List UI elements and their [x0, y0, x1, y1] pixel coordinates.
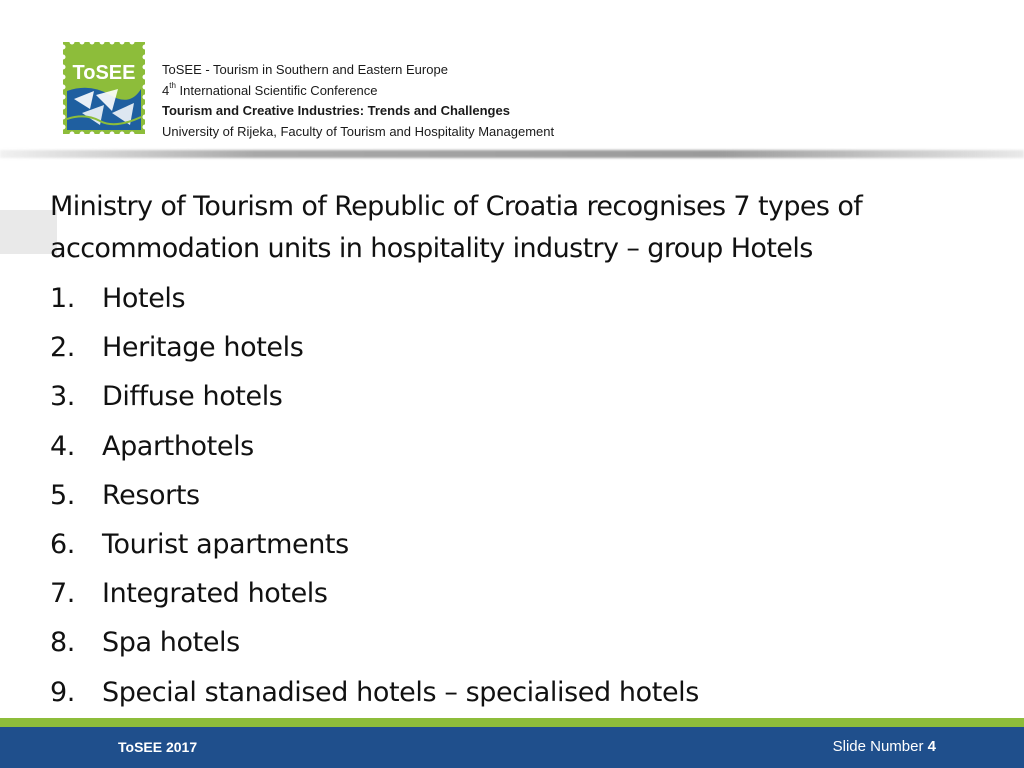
- list-item-number: 2.: [50, 332, 75, 364]
- conference-edition-suffix: th: [169, 81, 176, 91]
- list-item-number: 4.: [50, 430, 75, 462]
- conference-edition: [162, 81, 554, 102]
- footer-title: ToSEE 2017: [118, 739, 198, 755]
- list-item: [50, 520, 1000, 569]
- list-item-number: 1.: [50, 283, 75, 315]
- list-item-number: 7.: [50, 578, 75, 610]
- list-item-number: 3.: [50, 381, 75, 413]
- list-item-number: 9.: [50, 676, 75, 708]
- list-item: [50, 668, 1000, 717]
- tosee-logo: [60, 39, 148, 137]
- list-item-text: Tourist apartments: [102, 529, 349, 561]
- hotel-types-list: [50, 274, 1000, 717]
- list-item: [50, 372, 1000, 421]
- footer-accent-bar: [0, 718, 1024, 727]
- conference-edition-ordinal: 4: [162, 82, 170, 98]
- conference-edition-text: International Scientific Conference: [175, 82, 378, 98]
- footer-bar: [0, 727, 1024, 768]
- list-item-number: 5.: [50, 479, 75, 511]
- list-item-number: 8.: [50, 627, 75, 659]
- list-item-text: Aparthotels: [102, 430, 254, 462]
- tosee-logo-graphic: [60, 39, 148, 137]
- list-item-text: Spa hotels: [102, 627, 240, 659]
- list-item-text: Diffuse hotels: [102, 381, 283, 413]
- side-accent-block: [0, 210, 57, 254]
- list-item-text: Hotels: [102, 283, 186, 315]
- slide-number-value: 4: [927, 738, 936, 755]
- slide-number: [833, 738, 936, 755]
- list-item: [50, 471, 1000, 520]
- header-divider: [0, 150, 1024, 158]
- list-item: [50, 274, 1000, 323]
- slide-body: [50, 186, 1000, 717]
- list-item-number: 6.: [50, 529, 75, 561]
- conference-host: University of Rijeka, Faculty of Tourism and Hospitality Management: [162, 123, 555, 139]
- conference-header: [162, 60, 554, 142]
- list-item: [50, 618, 1000, 667]
- list-item-text: Resorts: [102, 479, 200, 511]
- conference-theme: Tourism and Creative Industries: Trends and Challenges: [162, 103, 510, 118]
- list-item-text: Integrated hotels: [102, 578, 328, 610]
- list-item: [50, 569, 1000, 618]
- slide-number-label: Slide Number: [832, 738, 924, 755]
- list-item: [50, 323, 1000, 372]
- list-item: [50, 422, 1000, 471]
- intro-paragraph: Ministry of Tourism of Republic of Croatia recognises 7 types of accommodation units in hospitality industry – group Hotels: [50, 191, 863, 264]
- logo-text: ToSEE: [72, 62, 136, 84]
- list-item-text: Special stanadised hotels – specialised hotels: [102, 676, 699, 708]
- conference-name: ToSEE - Tourism in Southern and Eastern Europe: [162, 62, 448, 77]
- list-item-text: Heritage hotels: [102, 332, 304, 364]
